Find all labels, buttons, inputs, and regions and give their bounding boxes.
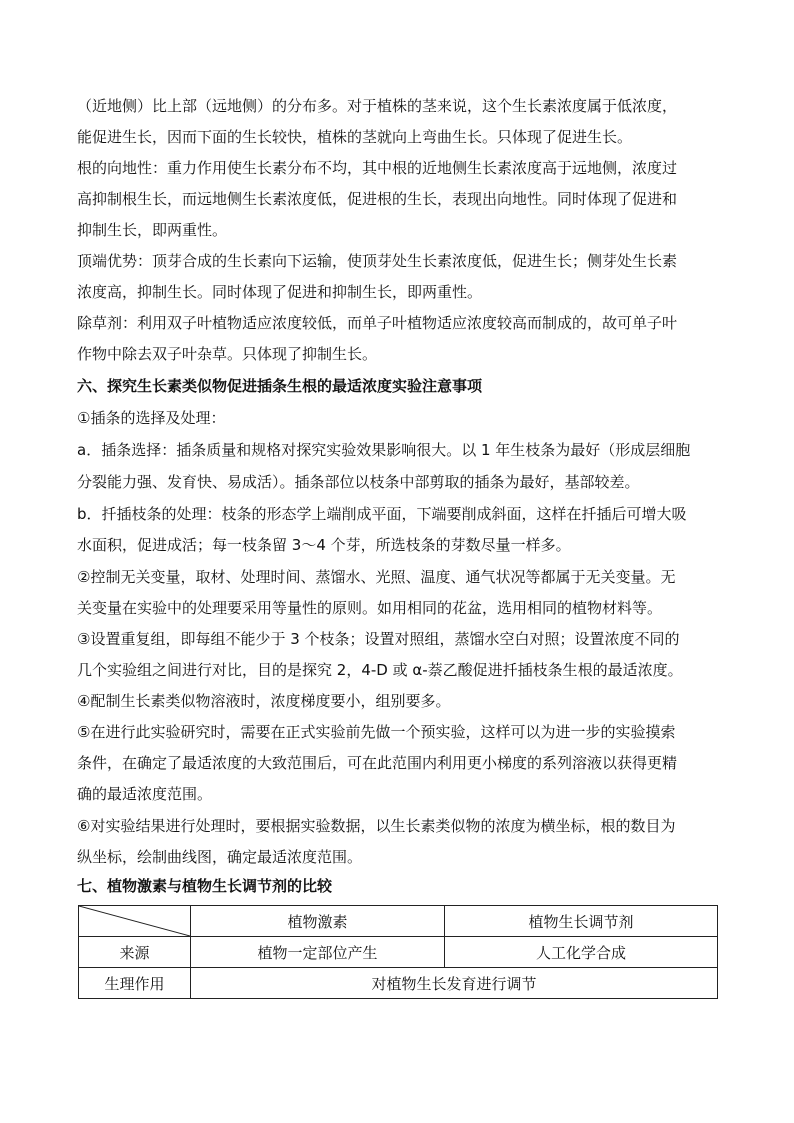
paragraph-line: ③设置重复组，即每组不能少于 3 个枝条；设置对照组，蒸馏水空白对照；设置浓度不同的 <box>77 630 680 648</box>
paragraph-line: ④配制生长素类似物溶液时，浓度梯度要小，组别要多。 <box>77 692 451 710</box>
table-header-row <box>79 906 718 937</box>
paragraph-line: （近地侧）比上部（远地侧）的分布多。对于植株的茎来说，这个生长素浓度属于低浓度， <box>77 97 678 115</box>
paragraph-line: ①插条的选择及处理： <box>77 409 226 427</box>
row-label-cell: 生理作用 <box>79 968 191 999</box>
paragraph-line: 能促进生长，因而下面的生长较快，植株的茎就向上弯曲生长。只体现了促进生长。 <box>77 128 633 146</box>
paragraph-line: a．插条选择：插条质量和规格对探究实验效果影响很大。以 1 年生枝条为最好（形成层细胞 <box>77 441 691 459</box>
section-heading-7: 七、植物激素与植物生长调节剂的比较 <box>77 877 333 895</box>
paragraph-line: 分裂能力强、发育快、易成活）。插条部位以枝条中部剪取的插条为最好，基部较差。 <box>77 473 640 491</box>
paragraph-line: 关变量在实验中的处理要采用等量性的原则。如用相同的花盆，选用相同的植物材料等。 <box>77 599 663 617</box>
paragraph-line: ⑥对实验结果进行处理时，要根据实验数据，以生长素类似物的浓度为横坐标，根的数目为 <box>77 817 676 835</box>
paragraph-line: 顶端优势：顶芽合成的生长素向下运输，使顶芽处生长素浓度低，促进生长；侧芽处生长素 <box>77 252 678 270</box>
table-cell: 人工化学合成 <box>445 937 718 968</box>
row-label-cell: 来源 <box>79 937 191 968</box>
paragraph-line: 高抑制根生长，而远地侧生长素浓度低，促进根的生长，表现出向地性。同时体现了促进和 <box>77 190 678 208</box>
table-header-cell: 植物激素 <box>191 906 445 937</box>
paragraph-line: 纵坐标，绘制曲线图，确定最适浓度范围。 <box>77 848 363 866</box>
table-header-cell: 植物生长调节剂 <box>445 906 718 937</box>
diagonal-line <box>79 906 190 936</box>
paragraph-line: 除草剂：利用双子叶植物适应浓度较低，而单子叶植物适应浓度较高而制成的，故可单子叶 <box>77 314 678 332</box>
merged-table-cell: 对植物生长发育进行调节 <box>191 968 718 999</box>
paragraph-line: 确的最适浓度范围。 <box>77 785 213 803</box>
paragraph-line: ⑤在进行此实验研究时，需要在正式实验前先做一个预实验，这样可以为进一步的实验摸索 <box>77 723 676 741</box>
paragraph-line: 根的向地性：重力作用使生长素分布不均，其中根的近地侧生长素浓度高于远地侧，浓度过 <box>77 159 678 177</box>
paragraph-line: 作物中除去双子叶杂草。只体现了抑制生长。 <box>77 345 378 363</box>
paragraph-line: b．扦插枝条的处理：枝条的形态学上端削成平面，下端要削成斜面，这样在扦插后可增大吸 <box>77 505 687 523</box>
table-row <box>79 968 718 999</box>
diagonal-header-cell <box>79 906 191 937</box>
comparison-table <box>78 905 718 999</box>
paragraph-line: 抑制生长，即两重性。 <box>77 221 228 239</box>
paragraph-line: 几个实验组之间进行对比，目的是探究 2，4-D 或 α-萘乙酸促进扦插枝条生根的最适浓度。 <box>77 661 683 679</box>
paragraph-line: 条件，在确定了最适浓度的大致范围后，可在此范围内利用更小梯度的系列溶液以获得更精 <box>77 754 678 772</box>
table-row <box>79 937 718 968</box>
paragraph-line: 浓度高，抑制生长。同时体现了促进和抑制生长，即两重性。 <box>77 283 483 301</box>
paragraph-line: 水面积，促进成活；每一枝条留 3～4 个芽，所选枝条的芽数尽量一样多。 <box>77 536 571 554</box>
section-heading-6: 六、探究生长素类似物促进插条生根的最适浓度实验注意事项 <box>77 377 483 395</box>
table-cell: 植物一定部位产生 <box>191 937 445 968</box>
paragraph-line: ②控制无关变量，取材、处理时间、蒸馏水、光照、温度、通气状况等都属于无关变量。无 <box>77 568 676 586</box>
